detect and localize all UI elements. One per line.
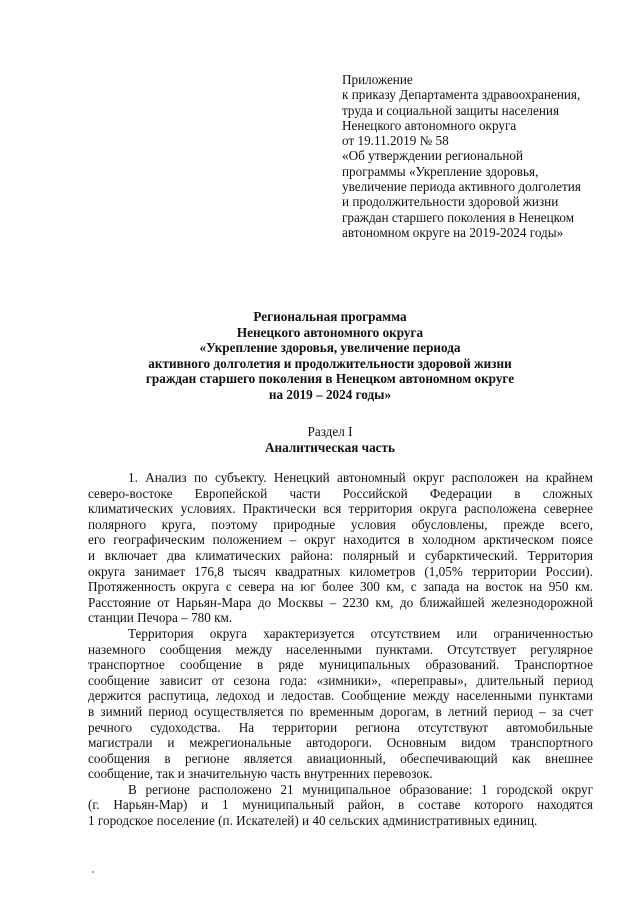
paragraph-line: магистрали и межрегиональные автодороги. Основным видом транспортного [88,735,593,751]
appendix-line: от 19.11.2019 № 58 [342,133,449,149]
paragraph-line: Расстояние от Нарьян-Мара до Москвы – 2230 км, до ближайшей железнодорожной [88,594,593,610]
paragraph-line: в зимний период осуществляется по временным дорогам, в летний период – за счет [88,703,593,719]
paragraph-line: станции Печора – 780 км. [88,610,233,626]
appendix-line: граждан старшего поколения в Ненецком [342,209,575,225]
paragraph-line: и включает два климатических района: полярный и субарктический. Территория [88,547,593,563]
paragraph-line: полярного круга, поэтому природные условия обусловлены, прежде всего, [88,516,593,532]
appendix-line: труда и социальной защиты населения [342,102,560,118]
appendix-line: программы «Укрепление здоровья, [342,163,539,179]
appendix-header [342,72,622,240]
title-line: Ненецкого автономного округа [236,324,424,340]
paragraph-line: климатических условиях. Практически вся территория округа расположена севернее [88,501,593,517]
title-line: граждан старшего поколения в Ненецком автономном округе [145,371,515,387]
title-line: Региональная программа [253,309,407,324]
paragraph-line: В регионе расположено 21 муниципальное образование: 1 городской округ [128,781,593,797]
paragraph-line: транспортное сообщение в ряде муниципальных образований. Транспортное [88,657,593,673]
paragraph-line: сообщения в регионе является авиационный, обеспечивающий как внешнее [88,750,593,766]
paragraph-line: 1 городское поселение (п. Искателей) и 40 сельских административных единиц. [88,813,538,829]
title-line: на 2019 – 2024 годы» [268,386,392,402]
appendix-line: Приложение [342,72,413,87]
appendix-line: к приказу Департамента здравоохранения, [342,87,581,103]
section-number: Раздел I [307,424,353,439]
appendix-line: увеличение периода активного долголетия [342,179,581,195]
paragraph-line: округа занимает 176,8 тысяч квадратных километров (1,05% территории России). [88,563,593,579]
paragraph-line: держится распутица, ледоход и ледостав. Сообщение между населенными пунктами [88,688,593,704]
paragraph-line: сообщение зависит от сезона года: «зимники», «переправы», длительный период [88,672,593,688]
section-heading [60,424,600,456]
title-line: «Укрепление здоровья, увеличение периода [199,340,461,356]
appendix-line: и продолжительности здоровой жизни [342,194,559,210]
paragraph-line: наземного сообщения между населенными пунктами. Отсутствует регулярное [88,641,593,657]
body-text [88,470,593,829]
section-name: Аналитическая часть [265,440,395,455]
paragraph-line: его географическим положением – округ находится в холодном арктическом поясе [88,532,593,548]
title-line: активного долголетия и продолжительности здоровой жизни [148,355,512,371]
appendix-line: «Об утверждении региональной [342,148,524,164]
paragraph-line: (г. Нарьян-Мар) и 1 муниципальный район, в составе которого находятся [88,797,593,813]
page-speck [92,871,94,873]
paragraph-line: Территория округа характеризуется отсутствием или ограниченностью [128,625,593,641]
appendix-line: автономном округе на 2019-2024 годы» [342,224,564,240]
appendix-line: Ненецкого автономного округа [342,117,517,133]
program-title [60,309,600,403]
paragraph-line: 1. Анализ по субъекту. Ненецкий автономный округ расположен на крайнем [128,470,593,485]
paragraph-line: сообщение, так и значительную часть внутренних перевозок. [88,766,433,782]
paragraph-line: речного судоходства. На территории региона отсутствуют автомобильные [88,719,593,735]
paragraph-line: Протяженность округа с севера на юг более 300 км, с запада на восток на 950 км. [88,579,593,595]
paragraph-line: северо-востоке Европейской части Российской Федерации в сложных [88,485,593,501]
